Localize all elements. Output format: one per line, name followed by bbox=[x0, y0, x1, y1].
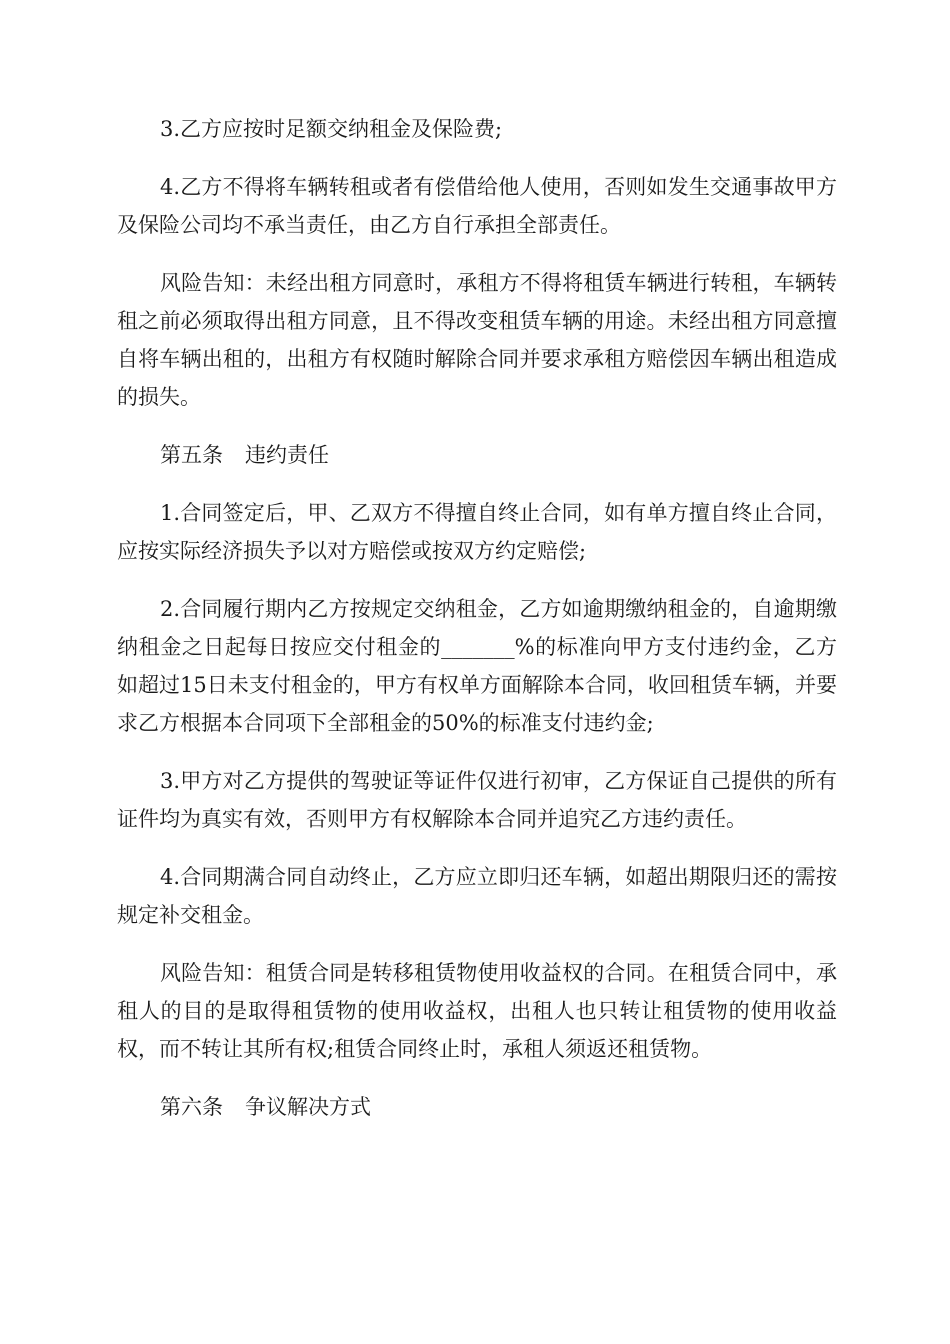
article-5-heading bbox=[117, 436, 837, 474]
article-5-item-1: 1.合同签定后，甲、乙双方不得擅自终止合同，如有单方擅自终止合同，应按实际经济损失予以对方赔偿或按双方约定赔偿; bbox=[117, 501, 837, 563]
article-6-heading bbox=[117, 1088, 837, 1126]
article-5-item-2: 2.合同履行期内乙方按规定交纳租金，乙方如逾期缴纳租金的，自逾期缴纳租金之日起每日按应交付租金的_______%的标准向甲方支付违约金，乙方如超过15日未支付租金的，甲方有权单方面解除本合同，收回租赁车辆，并要求乙方根据本合同项下全部租金的50%的标准支付违约金; bbox=[117, 597, 837, 735]
article-5-number: 第五条 bbox=[160, 443, 223, 467]
document-page bbox=[117, 110, 837, 1146]
risk-notice-lease-paragraph: 风险告知：租赁合同是转移租赁物使用收益权的合同。在租赁合同中，承租人的目的是取得租赁物的使用收益权，出租人也只转让租赁物的使用收益权，而不转让其所有权;租赁合同终止时，承租人须返还租赁物。 bbox=[117, 961, 837, 1061]
risk-notice-sublease-paragraph: 风险告知：未经出租方同意时，承租方不得将租赁车辆进行转租，车辆转租之前必须取得出租方同意，且不得改变租赁车辆的用途。未经出租方同意擅自将车辆出租的，出租方有权随时解除合同并要求承租方赔偿因车辆出租造成的损失。 bbox=[117, 271, 837, 409]
clause-3-paragraph: 3.乙方应按时足额交纳租金及保险费; bbox=[160, 117, 503, 141]
article-5-item-4: 4.合同期满合同自动终止，乙方应立即归还车辆，如超出期限归还的需按规定补交租金。 bbox=[117, 865, 837, 927]
article-6-title: 争议解决方式 bbox=[245, 1095, 371, 1119]
clause-4-paragraph: 4.乙方不得将车辆转租或者有偿借给他人使用，否则如发生交通事故甲方及保险公司均不承当责任，由乙方自行承担全部责任。 bbox=[117, 175, 837, 237]
article-5-title: 违约责任 bbox=[245, 443, 329, 467]
article-6-number: 第六条 bbox=[160, 1095, 223, 1119]
article-5-item-3: 3.甲方对乙方提供的驾驶证等证件仅进行初审，乙方保证自己提供的所有证件均为真实有效，否则甲方有权解除本合同并追究乙方违约责任。 bbox=[117, 769, 837, 831]
